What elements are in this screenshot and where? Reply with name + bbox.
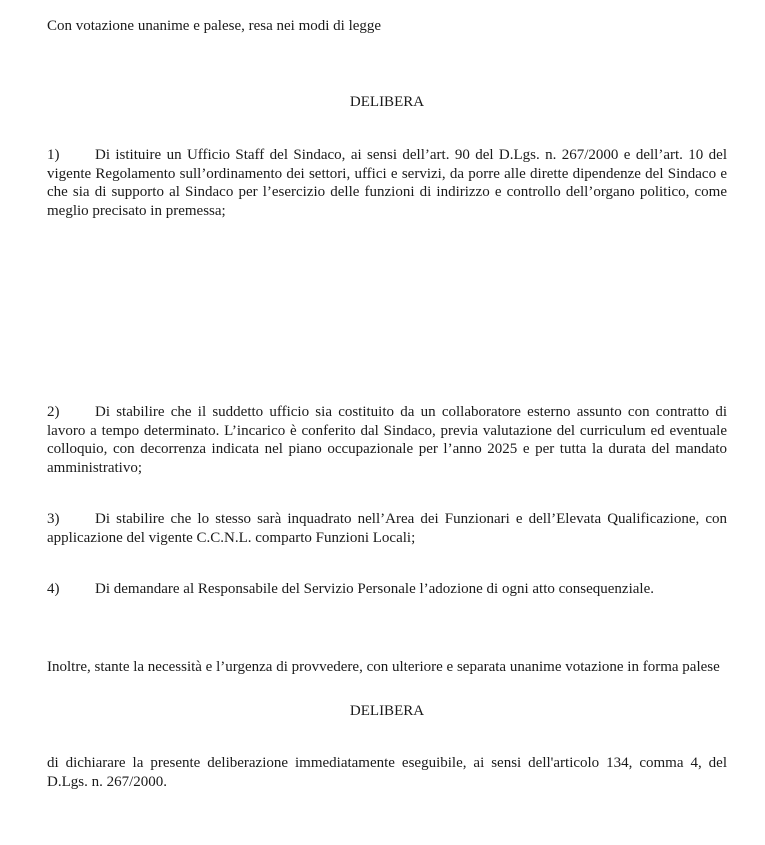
item-text: Di stabilire che lo stesso sarà inquadrato nell’Area dei Funzionari e dell’Elevata Qualificazione, con applicazione del vigente C.C.N.L. comparto Funzioni Locali;: [47, 511, 727, 546]
item-number: 1): [47, 147, 60, 163]
item-number: 3): [47, 511, 60, 527]
item-number: 4): [47, 581, 60, 597]
item-number: 2): [47, 404, 60, 420]
intro-text: Con votazione unanime e palese, resa nei modi di legge: [47, 18, 382, 34]
item-text: Di demandare al Responsabile del Servizio Personale l’adozione di ogni atto consequenziale.: [95, 581, 654, 597]
list-item-3: [47, 510, 727, 547]
list-item-1: [47, 146, 727, 220]
urgency-note: Inoltre, stante la necessità e l’urgenza di provvedere, con ulteriore e separata unanime votazione in forma palese: [47, 659, 720, 675]
list-item-2: [47, 403, 727, 477]
delibera-heading-2: DELIBERA: [349, 703, 425, 719]
delibera-heading: DELIBERA: [349, 94, 425, 110]
final-declaration: di dichiarare la presente deliberazione immediatamente eseguibile, ai sensi dell'articolo 134, comma 4, del D.Lgs. n. 267/2000.: [47, 755, 727, 790]
list-item-4: [47, 580, 727, 599]
item-text: Di istituire un Ufficio Staff del Sindaco, ai sensi dell’art. 90 del D.Lgs. n. 267/2000 e dell’art. 10 del vigente Regolamento sull’ordinamento dei settori, uffici e servizi, da porre alle dirette dipendenze del Sindaco e che sia di supporto al Sindaco per l’esercizio delle funzioni di indirizzo e controllo dell’organo politico, come meglio precisato in premessa;: [47, 147, 727, 219]
item-text: Di stabilire che il suddetto ufficio sia costituito da un collaboratore esterno assunto con contratto di lavoro a tempo determinato. L’incarico è conferito dal Sindaco, previa valutazione del curriculum ed eventuale colloquio, con decorrenza indicata nel piano occupazionale per l’anno 2025 e per tutta la durata del mandato amministrativo;: [47, 404, 727, 476]
